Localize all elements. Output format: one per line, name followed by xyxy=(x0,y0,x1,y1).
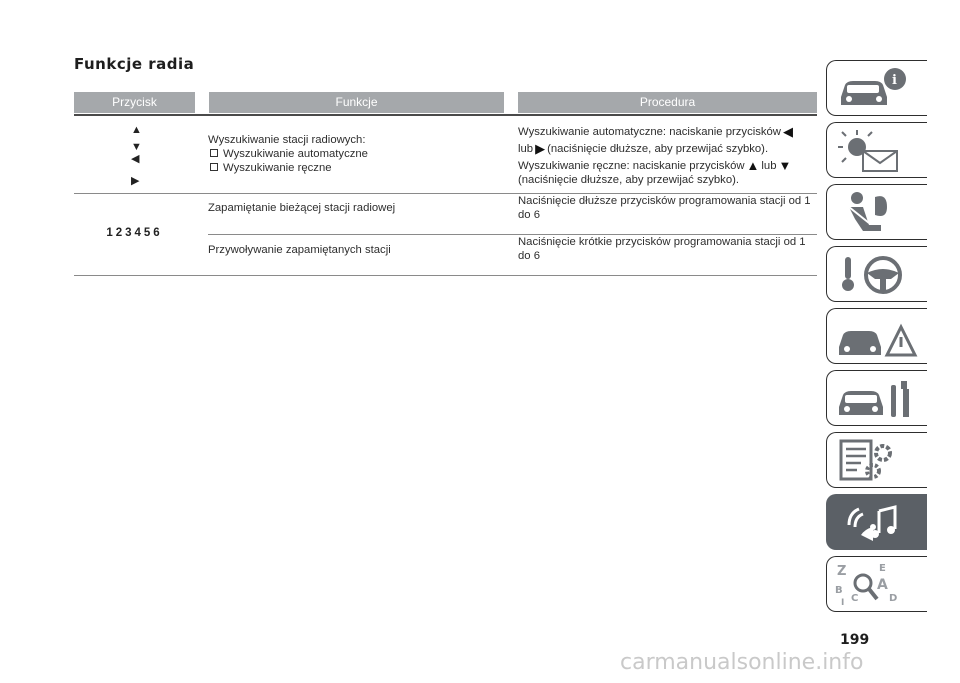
arrow-down-icon: ▼ xyxy=(778,158,792,173)
multimedia-icon xyxy=(835,499,923,545)
steering-wheel-icon xyxy=(835,251,923,297)
svg-text:A: A xyxy=(877,577,888,593)
car-service-icon xyxy=(835,375,923,421)
function-title: Wyszukiwanie stacji radiowych: xyxy=(208,134,366,146)
seat-airbag-icon xyxy=(835,189,923,235)
proc-lub: lub xyxy=(518,143,534,155)
svg-text:i: i xyxy=(892,73,897,88)
index-az-icon xyxy=(835,561,923,607)
svg-text:Z: Z xyxy=(837,564,847,579)
header-procedura: Procedura xyxy=(518,92,817,113)
tab-seat-airbag[interactable] xyxy=(826,184,927,240)
procedure-store: Naciśnięcie dłuższe przycisków programowania stacji od 1 do 6 xyxy=(518,195,811,221)
preset-keys: 123456 xyxy=(106,227,163,239)
svg-text:C: C xyxy=(851,593,859,604)
table-row xyxy=(74,194,817,276)
bullet-square-icon xyxy=(210,163,218,171)
proc-line4: (naciśnięcie dłuższe, aby przewijać szybko). xyxy=(518,174,740,186)
list-item: Wyszukiwanie automatyczne xyxy=(208,147,504,161)
svg-text:E: E xyxy=(879,563,886,574)
svg-text:B: B xyxy=(835,585,843,596)
bullet-square-icon xyxy=(210,149,218,157)
svg-text:D: D xyxy=(889,593,898,604)
list-item: Wyszukiwanie ręczne xyxy=(208,161,504,175)
tab-index[interactable] xyxy=(826,556,927,612)
header-funkcje: Funkcje xyxy=(209,92,504,113)
technical-data-icon xyxy=(835,437,923,483)
warning-lights-icon xyxy=(835,127,923,173)
proc-line2: (naciśnięcie dłuższe, aby przewijać szybko). xyxy=(547,143,769,155)
section-title: Funkcje radia xyxy=(74,55,195,73)
function-recall: Przywoływanie zapamiętanych stacji xyxy=(208,244,391,256)
tab-car-info[interactable] xyxy=(826,60,927,116)
function-cell xyxy=(208,133,504,175)
car-info-icon xyxy=(835,65,923,111)
procedure-recall: Naciśnięcie krótkie przycisków programowania stacji od 1 do 6 xyxy=(518,236,806,262)
table-row xyxy=(74,116,817,194)
proc-line3-lub: lub xyxy=(761,160,777,172)
arrow-left-icon: ◀ xyxy=(131,153,140,165)
arrow-left-icon: ◀ xyxy=(782,124,793,139)
arrow-up-icon: ▲ xyxy=(131,124,142,136)
arrow-right-icon: ▶ xyxy=(131,175,140,187)
tab-emergency[interactable] xyxy=(826,308,927,364)
proc-line1: Wyszukiwanie automatyczne: naciskanie przycisków xyxy=(518,126,781,138)
tab-warning-lights[interactable] xyxy=(826,122,927,178)
tab-technical-data[interactable] xyxy=(826,432,927,488)
function-store: Zapamiętanie bieżącej stacji radiowej xyxy=(208,202,396,214)
svg-text:I: I xyxy=(841,598,845,607)
arrow-up-icon: ▲ xyxy=(746,158,760,173)
table-header xyxy=(74,92,817,113)
watermark: carmanualsonline.info xyxy=(620,650,864,675)
tab-steering[interactable] xyxy=(826,246,927,302)
header-przycisk: Przycisk xyxy=(74,92,195,113)
tab-service[interactable] xyxy=(826,370,927,426)
car-emergency-icon xyxy=(835,313,923,359)
radio-functions-table xyxy=(74,92,817,262)
procedure-cell xyxy=(518,125,817,187)
arrow-right-icon: ▶ xyxy=(535,141,546,156)
page-number: 199 xyxy=(840,632,870,648)
arrow-down-icon: ▼ xyxy=(131,141,142,153)
proc-line3: Wyszukiwanie ręczne: naciskanie przycisków xyxy=(518,160,745,172)
tab-multimedia[interactable] xyxy=(826,494,927,550)
